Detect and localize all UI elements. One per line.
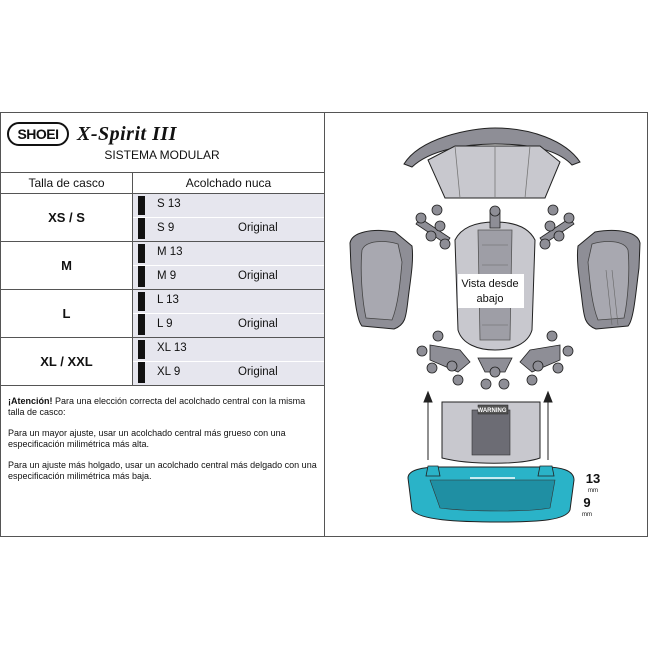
brand-header [7,121,177,147]
table-row [1,242,324,290]
teal-neck-pad [408,466,574,522]
pad-option: L 13 [133,290,324,314]
thin-value: 9 [583,495,591,510]
thick-unit: mm [588,488,598,494]
pad-option: S 13 [133,194,324,218]
subtitle: SISTEMA MODULAR [104,148,220,162]
table-header [1,172,324,194]
thin-unit: mm [582,512,592,518]
table-row [1,194,324,242]
size-label: L [62,306,71,321]
pad-option: M 9 Original [133,266,324,289]
table-row [1,290,324,338]
thick-value: 13 [585,471,601,486]
pad-option: S 9 Original [133,218,324,241]
view-label: Vista desde [461,278,519,290]
shoei-logo: SHOEI [7,122,69,146]
right-cheek-pad [577,230,640,329]
view-label-2: abajo [476,293,504,305]
header-size: Talla de casco [28,176,105,190]
pad-option: L 9 Original [133,314,324,337]
looser-fit-note: Para un ajuste más holgado, usar un acolchado central más delgado con una especificación milimétrica más baja. [8,460,317,481]
pad-option: XL 9 Original [133,362,324,385]
table-row [1,338,324,386]
fit-notes [8,396,318,492]
size-label: XL / XXL [40,354,93,369]
model-name: X-Spirit III [77,122,177,145]
tighter-fit-note: Para un mayor ajuste, usar un acolchado central más grueso con una especificación milimétrica más alta. [8,428,286,449]
header-pad: Acolchado nuca [185,176,272,190]
pad-option: M 13 [133,242,324,266]
size-label: XS / S [48,210,85,225]
column-divider [324,112,325,537]
size-table [1,172,324,386]
left-cheek-pad [350,230,413,329]
crown-pad [404,128,580,198]
size-label: M [61,258,72,273]
pad-option: XL 13 [133,338,324,362]
attention-note: ¡Atención! Para una elección correcta del acolchado central con la misma talla de casco: [8,396,306,417]
warning-label: WARNING [477,408,507,414]
liner-diagram [326,113,648,535]
